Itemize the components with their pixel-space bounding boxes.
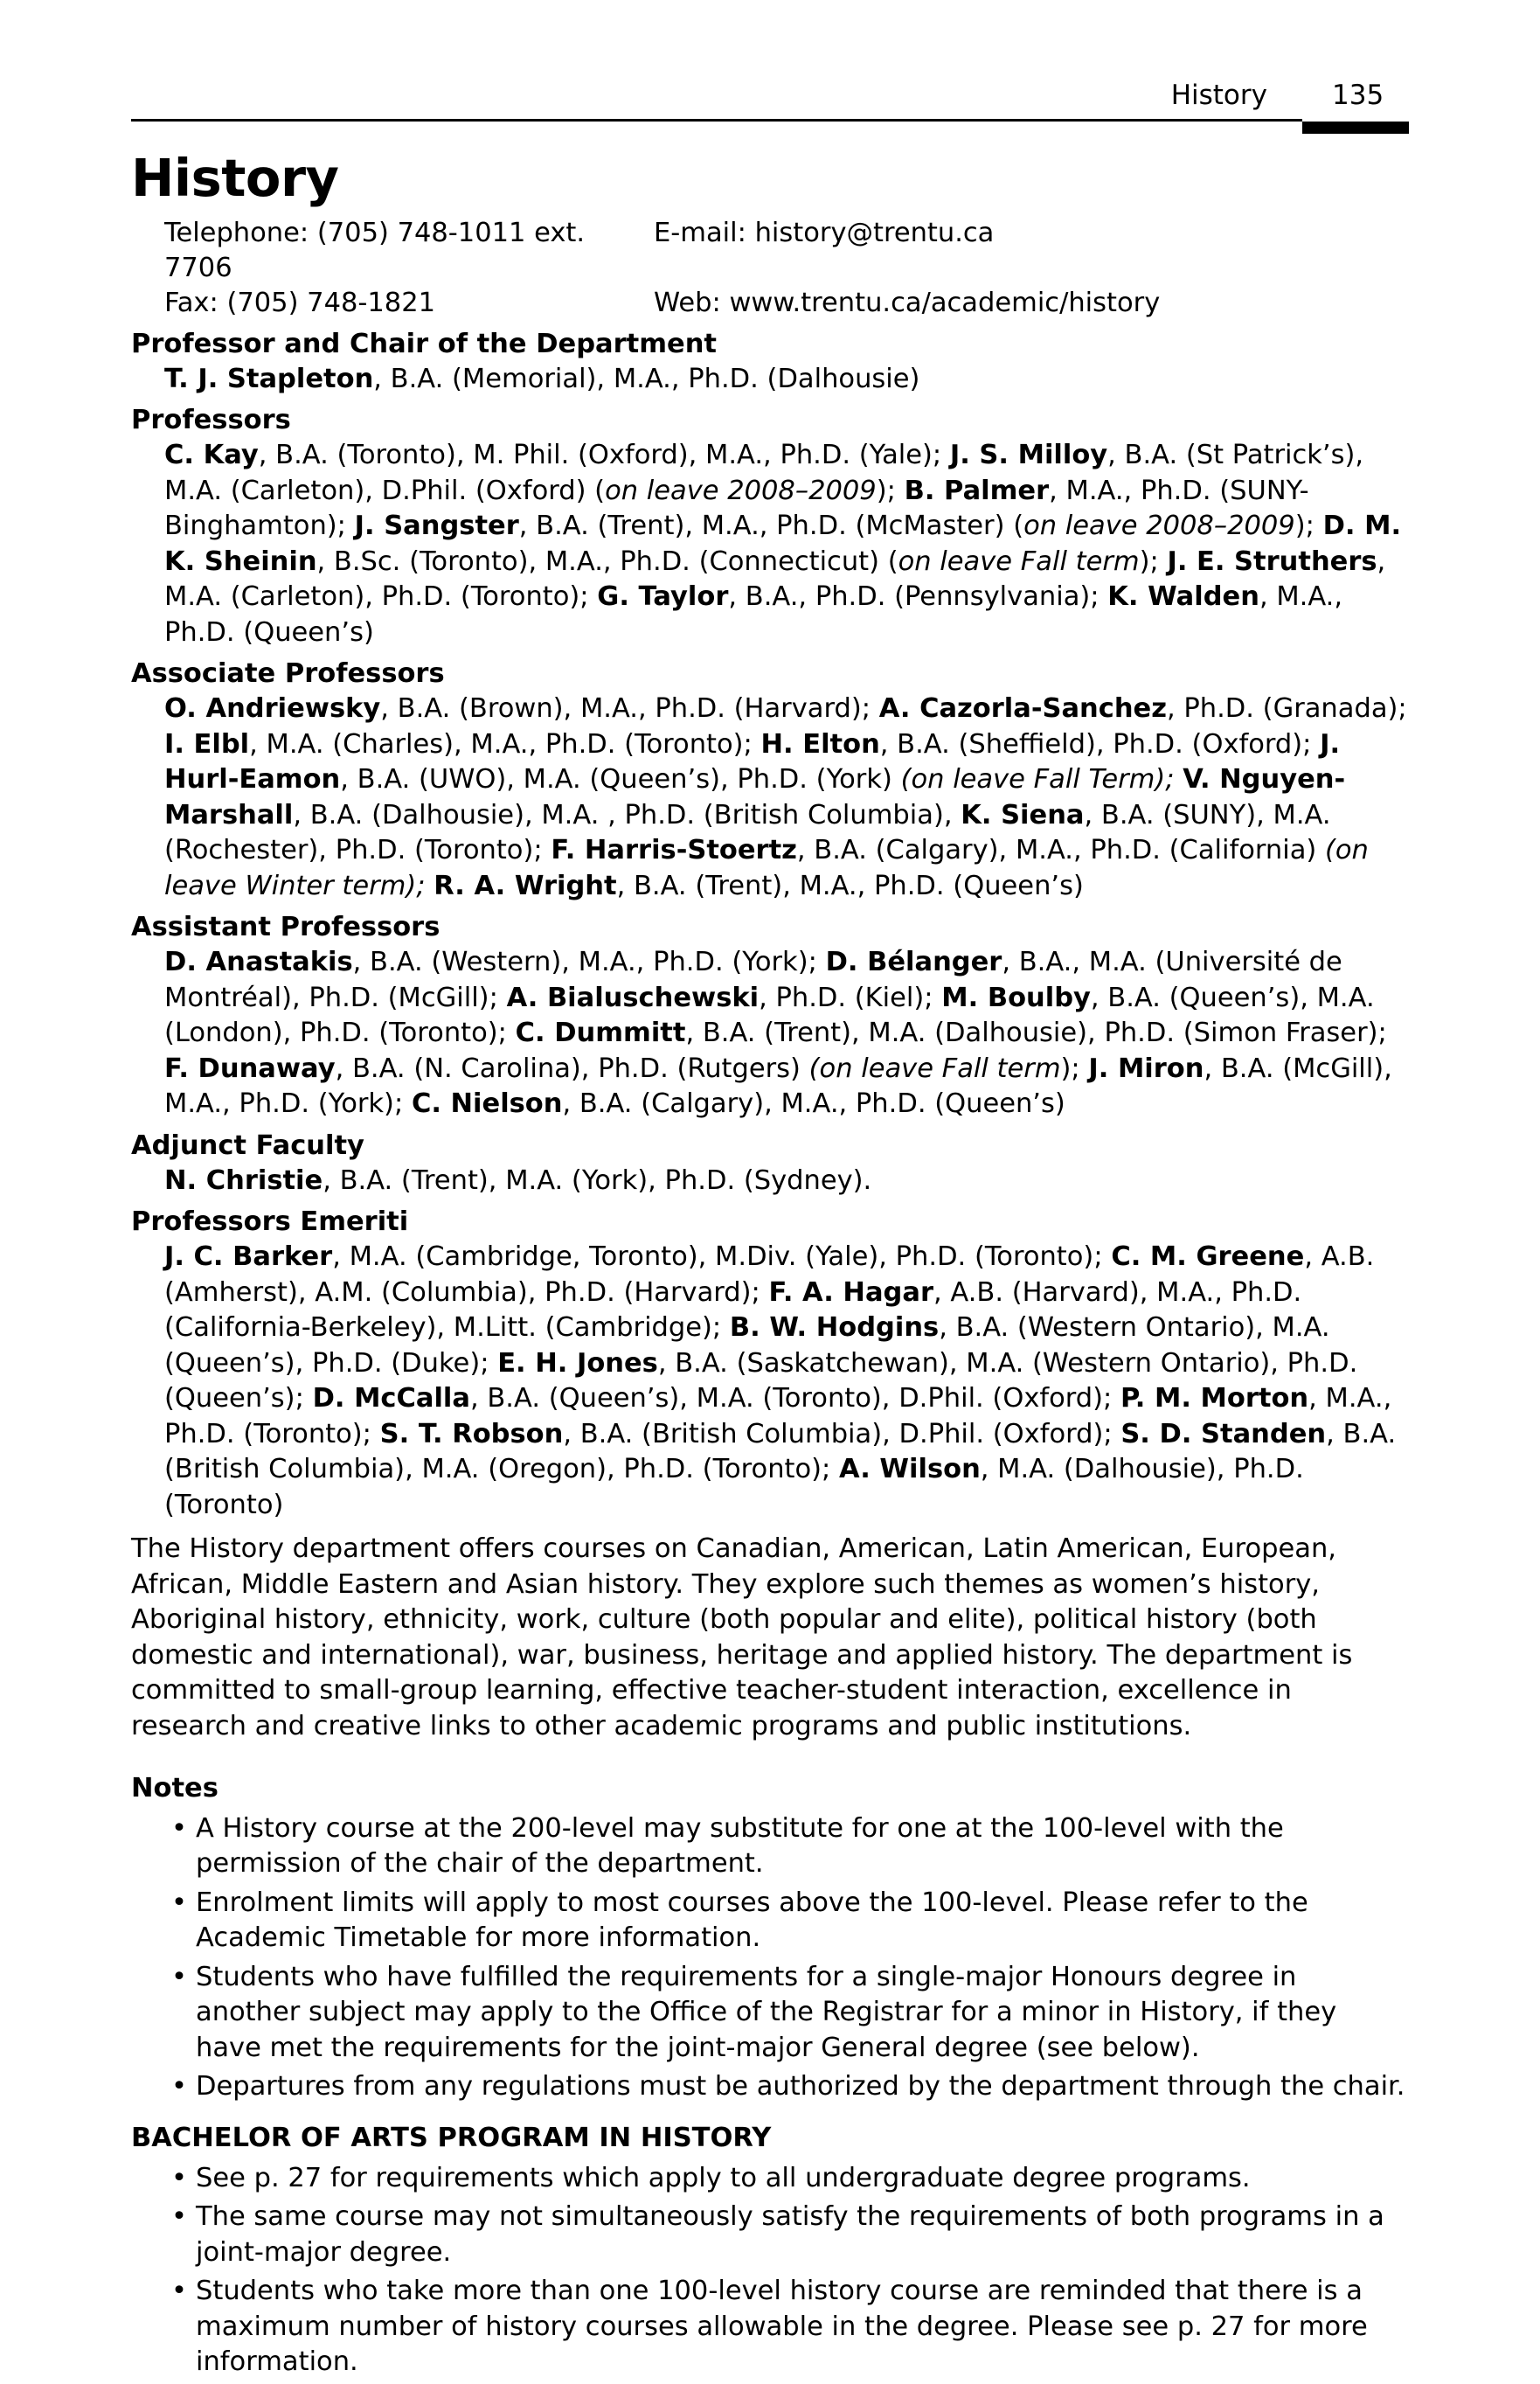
list-item: • Students who take more than one 100-level history course are reminded that there is a maximum number of history courses allowable in the degree. Please see p. 27 for more information. bbox=[171, 2276, 1368, 2378]
faculty-name: M. Boulby bbox=[941, 982, 1091, 1013]
page-title: History bbox=[131, 148, 339, 208]
emeriti-list: J. C. Barker, M.A. (Cambridge, Toronto), M.Div. (Yale), Ph.D. (Toronto); C. M. Greene, A.B. (Amherst), A.M. (Columbia), Ph.D. (Harvard); F. A. Hagar, A.B. (Harvard), M.A., Ph.D. (California-Berkeley), M.Litt. (Cambridge); B. W. Hodgins, B.A. (Western Ontario), M.A. (Queen’s), Ph.D. (Duke); E. H. Jones, B.A. (Saskatchewan), M.A. (Western Ontario), Ph.D. (Queen’s); D. McCalla, B.A. (Queen’s), M.A. (Toronto), D.Phil. (Oxford); P. M. Morton, M.A., Ph.D. (Toronto); S. T. Robson, B.A. (British Columbia), D.Phil. (Oxford); S. D. Standen, B.A. (British Columbia), M.A. (Oregon), Ph.D. (Toronto); A. Wilson, M.A. (Dalhousie), Ph.D. (Toronto) bbox=[164, 1241, 1397, 1520]
faculty-name: J. Hurl-Eamon bbox=[164, 728, 1341, 796]
faculty-name: P. M. Morton bbox=[1120, 1383, 1309, 1414]
faculty-name: C. Nielson bbox=[411, 1088, 563, 1120]
faculty-name: K. Siena bbox=[961, 799, 1085, 831]
faculty-name: F. Dunaway bbox=[164, 1053, 336, 1084]
list-item: • Enrolment limits will apply to most courses above the 100-level. Please refer to the Academic Timetable for more information. bbox=[171, 1887, 1308, 1954]
header-rule bbox=[131, 119, 1302, 122]
assistant-list: D. Anastakis, B.A. (Western), M.A., Ph.D. (York); D. Bélanger, B.A., M.A. (Université de Montréal), Ph.D. (McGill); A. Bialuschewski, Ph.D. (Kiel); M. Boulby, B.A. (Queen’s), M.A. (London), Ph.D. (Toronto); C. Dummitt, B.A. (Trent), M.A. (Dalhousie), Ph.D. (Simon Fraser); F. Dunaway, B.A. (N. Carolina), Ph.D. (Rutgers) (on leave Fall term); J. Miron, B.A. (McGill), M.A., Ph.D. (York); C. Nielson, B.A. (Calgary), M.A., Ph.D. (Queen’s) bbox=[164, 947, 1392, 1120]
associate-list: O. Andriewsky, B.A. (Brown), M.A., Ph.D. (Harvard); A. Cazorla-Sanchez, Ph.D. (Granada); I. Elbl, M.A. (Charles), M.A., Ph.D. (Toronto); H. Elton, B.A. (Sheffield), Ph.D. (Oxford); J. Hurl-Eamon, B.A. (UWO), M.A. (Queen’s), Ph.D. (York) (on leave Fall Term); V. Nguyen-Marshall, B.A. (Dalhousie), M.A. , Ph.D. (British Columbia), K. Siena, B.A. (SUNY), M.A. (Rochester), Ph.D. (Toronto); F. Harris-Stoertz, B.A. (Calgary), M.A., Ph.D. (California) (on leave Winter term); R. A. Wright, B.A. (Trent), M.A., Ph.D. (Queen’s) bbox=[164, 693, 1407, 901]
bullet-icon: • bbox=[171, 2162, 187, 2193]
faculty-name: H. Elton bbox=[760, 728, 880, 760]
web: Web: www.trentu.ca/academic/history bbox=[654, 287, 1161, 318]
contact-block bbox=[131, 216, 1409, 321]
bullet-icon: • bbox=[171, 2276, 187, 2307]
faculty-name: G. Taylor bbox=[597, 581, 729, 613]
professors-heading: Professors bbox=[131, 405, 291, 436]
bullet-icon: • bbox=[171, 2201, 187, 2233]
faculty-name: D. Bélanger bbox=[825, 947, 1002, 978]
chair-heading: Professor and Chair of the Department bbox=[131, 328, 718, 359]
faculty-name: D. M. K. Sheinin bbox=[164, 511, 1402, 577]
list-item: • Students who have fulfilled the requirements for a single-major Honours degree in another subject may apply to the Office of the Registrar for a minor in History, if they have met the requirements for the joint-major General degree (see below). bbox=[171, 1961, 1337, 2063]
professors-list: C. Kay, B.A. (Toronto), M. Phil. (Oxford), M.A., Ph.D. (Yale); J. S. Milloy, B.A. (St Patrick’s), M.A. (Carleton), D.Phil. (Oxford) (on leave 2008–2009); B. Palmer, M.A., Ph.D. (SUNY-Binghamton); J. Sangster, B.A. (Trent), M.A., Ph.D. (McMaster) (on leave 2008–2009); D. M. K. Sheinin, B.Sc. (Toronto), M.A., Ph.D. (Connecticut) (on leave Fall term); J. E. Struthers, M.A. (Carleton), Ph.D. (Toronto); G. Taylor, B.A., Ph.D. (Pennsylvania); K. Walden, M.A., Ph.D. (Queen’s) bbox=[164, 440, 1402, 648]
assistant-heading: Assistant Professors bbox=[131, 912, 440, 943]
list-item: • A History course at the 200-level may substitute for one at the 100-level with the permission of the chair of the department. bbox=[171, 1812, 1284, 1880]
ba-program-heading: BACHELOR OF ARTS PROGRAM IN HISTORY bbox=[131, 2122, 772, 2153]
faculty-name: A. Bialuschewski bbox=[506, 982, 760, 1013]
faculty-name: S. D. Standen bbox=[1120, 1418, 1327, 1449]
faculty-name: A. Wilson bbox=[839, 1454, 981, 1485]
bullet-icon: • bbox=[171, 1961, 187, 1992]
faculty-name: C. M. Greene bbox=[1111, 1241, 1305, 1273]
faculty-name: D. McCalla bbox=[312, 1383, 470, 1414]
list-item: • See p. 27 for requirements which apply to all undergraduate degree programs. bbox=[131, 2161, 1409, 2197]
faculty-name: I. Elbl bbox=[164, 728, 250, 760]
associate-heading: Associate Professors bbox=[131, 658, 445, 690]
faculty-name: N. Christie bbox=[164, 1164, 323, 1196]
faculty-name: J. E. Struthers bbox=[1167, 546, 1377, 577]
list-item: • The same course may not simultaneously satisfy the requirements of both programs in a joint-major degree. bbox=[171, 2201, 1384, 2268]
faculty-name: E. H. Jones bbox=[497, 1347, 658, 1379]
faculty-name: S. T. Robson bbox=[379, 1418, 564, 1449]
notes-list bbox=[131, 1811, 1409, 2105]
adjunct-heading: Adjunct Faculty bbox=[131, 1129, 364, 1161]
faculty-name: R. A. Wright bbox=[434, 870, 617, 901]
faculty-name: C. Kay bbox=[164, 440, 259, 471]
department-description: The History department offers courses on Canadian, American, Latin American, European, African, Middle Eastern and Asian history. They explore such themes as women’s history, Aboriginal history, ethnicity, work, culture (both popular and elite), political history (both domestic and international), war, business, heritage and applied history. The department is committed to small-group learning, effective teacher-student interaction, excellence in research and creative links to other academic programs and public institutions. bbox=[131, 1533, 1353, 1741]
faculty-name: O. Andriewsky bbox=[164, 693, 381, 725]
faculty-name: F. A. Hagar bbox=[768, 1276, 933, 1308]
bullet-icon: • bbox=[171, 2071, 187, 2103]
page-number: 135 bbox=[1332, 80, 1384, 111]
faculty-name: J. Miron bbox=[1088, 1053, 1204, 1084]
emeriti-heading: Professors Emeriti bbox=[131, 1206, 409, 1238]
faculty-name: F. Harris-Stoertz bbox=[551, 835, 797, 866]
faculty-name: T. J. Stapleton bbox=[164, 363, 374, 394]
faculty-name: J. Sangster bbox=[354, 511, 519, 542]
page-content bbox=[131, 150, 1409, 2384]
header-tab-bar bbox=[1302, 122, 1409, 134]
faculty-name: V. Nguyen-Marshall bbox=[164, 764, 1346, 831]
bullet-icon: • bbox=[171, 1812, 187, 1844]
faculty-name: D. Anastakis bbox=[164, 947, 353, 978]
email: E-mail: history@trentu.ca bbox=[654, 217, 995, 248]
list-item: • Departures from any regulations must be authorized by the department through the chair. bbox=[131, 2069, 1409, 2105]
faculty-name: A. Cazorla-Sanchez bbox=[878, 693, 1167, 725]
notes-heading: Notes bbox=[131, 1772, 219, 1804]
faculty-name: B. Palmer bbox=[904, 475, 1050, 506]
faculty-name: C. Dummitt bbox=[515, 1018, 686, 1049]
faculty-name: J. C. Barker bbox=[164, 1241, 333, 1273]
chair-entry: T. J. Stapleton, B.A. (Memorial), M.A., Ph.D. (Dalhousie) bbox=[164, 363, 920, 394]
faculty-name: K. Walden bbox=[1107, 581, 1259, 613]
faculty-name: J. S. Milloy bbox=[949, 440, 1108, 471]
bullet-icon: • bbox=[171, 1887, 187, 1918]
running-title: History bbox=[1170, 80, 1267, 111]
fax: Fax: (705) 748-1821 bbox=[164, 287, 436, 318]
faculty-name: B. W. Hodgins bbox=[729, 1312, 940, 1344]
adjunct-list: N. Christie, B.A. (Trent), M.A. (York), Ph.D. (Sydney). bbox=[164, 1164, 872, 1196]
page-header bbox=[0, 0, 1540, 140]
ba-program-list bbox=[131, 2161, 1409, 2381]
telephone: Telephone: (705) 748-1011 ext. 7706 bbox=[164, 217, 586, 283]
